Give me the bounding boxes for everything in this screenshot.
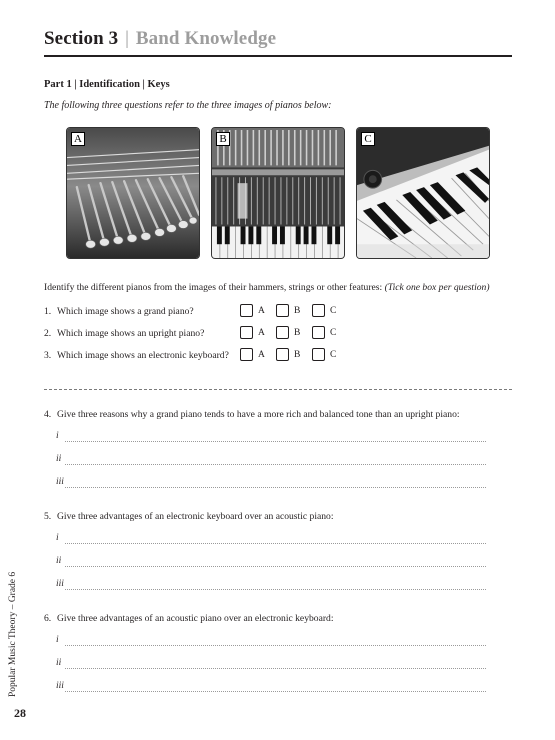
instruction-text xyxy=(44,282,490,293)
answer-label: i xyxy=(56,533,59,543)
q1-option-a[interactable] xyxy=(240,304,265,317)
q3-option-b[interactable] xyxy=(276,348,300,361)
question-6 xyxy=(44,613,334,624)
option-label: C xyxy=(330,349,337,360)
question-number: 5. xyxy=(44,511,52,522)
option-label: B xyxy=(294,305,301,316)
q6-answer-line-2[interactable] xyxy=(65,668,486,669)
checkbox[interactable] xyxy=(276,348,289,361)
checkbox[interactable] xyxy=(240,326,253,339)
book-title-vertical: Popular Music Theory – Grade 6 xyxy=(8,571,18,697)
dashed-divider xyxy=(44,389,512,390)
question-text: Which image shows a grand piano? xyxy=(57,306,194,317)
q1-option-b[interactable] xyxy=(276,304,300,317)
question-text: Give three advantages of an acoustic piano over an electronic keyboard: xyxy=(57,613,334,624)
option-label: A xyxy=(258,305,265,316)
image-label-a: A xyxy=(71,132,85,146)
image-label-b: B xyxy=(216,132,230,146)
q4-answer-line-3[interactable] xyxy=(65,487,486,488)
image-label-c: C xyxy=(361,132,375,146)
image-b-upright-piano xyxy=(211,127,345,259)
title-rule xyxy=(44,55,512,57)
q6-answer-line-1[interactable] xyxy=(65,645,486,646)
question-text: Which image shows an upright piano? xyxy=(57,328,205,339)
checkbox[interactable] xyxy=(240,304,253,317)
checkbox[interactable] xyxy=(276,326,289,339)
section-number: Section 3 xyxy=(44,28,119,49)
q2-option-b[interactable] xyxy=(276,326,300,339)
question-number: 3. xyxy=(44,350,52,361)
option-label: A xyxy=(258,349,265,360)
part-title: Part 1 | Identification | Keys xyxy=(44,79,170,90)
option-label: B xyxy=(294,349,301,360)
q5-answer-line-1[interactable] xyxy=(65,543,486,544)
option-label: C xyxy=(330,327,337,338)
q5-answer-line-3[interactable] xyxy=(65,589,486,590)
answer-label: iii xyxy=(56,681,64,691)
answer-label: i xyxy=(56,635,59,645)
question-number: 4. xyxy=(44,409,52,420)
image-a-grand-piano xyxy=(66,127,200,259)
question-number: 2. xyxy=(44,328,52,339)
section-title xyxy=(44,28,276,50)
page-number: 28 xyxy=(14,706,26,720)
instruction-note: (Tick one box per question) xyxy=(384,282,490,293)
intro-text: The following three questions refer to the three images of pianos below: xyxy=(44,100,332,111)
answer-label: ii xyxy=(56,556,62,566)
q4-answer-line-2[interactable] xyxy=(65,464,486,465)
answer-label: ii xyxy=(56,454,62,464)
question-text: Give three advantages of an electronic keyboard over an acoustic piano: xyxy=(57,511,334,522)
checkbox[interactable] xyxy=(276,304,289,317)
checkbox[interactable] xyxy=(312,348,325,361)
question-number: 1. xyxy=(44,306,52,317)
question-text: Give three reasons why a grand piano tends to have a more rich and balanced tone than an upright piano: xyxy=(57,409,460,420)
question-4 xyxy=(44,409,460,420)
section-name: Band Knowledge xyxy=(135,28,277,49)
question-text: Which image shows an electronic keyboard? xyxy=(57,350,229,361)
answer-label: iii xyxy=(56,477,64,487)
q2-option-c[interactable] xyxy=(312,326,336,339)
answer-label: i xyxy=(56,431,59,441)
answer-label: iii xyxy=(56,579,64,589)
checkbox[interactable] xyxy=(312,326,325,339)
answer-label: ii xyxy=(56,658,62,668)
q5-answer-line-2[interactable] xyxy=(65,566,486,567)
q3-option-a[interactable] xyxy=(240,348,265,361)
q6-answer-line-3[interactable] xyxy=(65,691,486,692)
q3-option-c[interactable] xyxy=(312,348,336,361)
q1-option-c[interactable] xyxy=(312,304,336,317)
image-c-electronic-keyboard xyxy=(356,127,490,259)
q4-answer-line-1[interactable] xyxy=(65,441,486,442)
option-label: A xyxy=(258,327,265,338)
option-label: C xyxy=(330,305,337,316)
option-label: B xyxy=(294,327,301,338)
checkbox[interactable] xyxy=(240,348,253,361)
title-separator: | xyxy=(125,28,130,49)
instruction-main: Identify the different pianos from the images of their hammers, strings or other features: xyxy=(44,282,383,293)
question-5 xyxy=(44,511,334,522)
q2-option-a[interactable] xyxy=(240,326,265,339)
checkbox[interactable] xyxy=(312,304,325,317)
question-number: 6. xyxy=(44,613,52,624)
